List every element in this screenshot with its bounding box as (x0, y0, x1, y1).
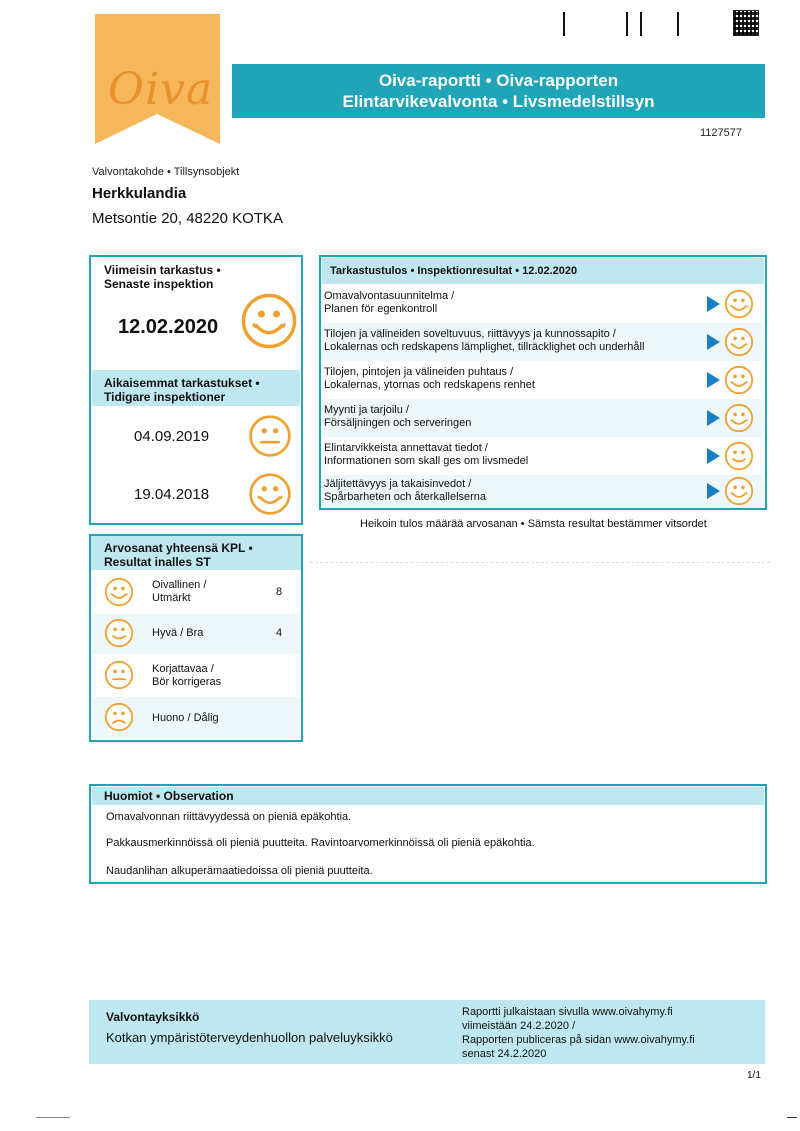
banner-title-line2: Elintarvikevalvonta • Livsmedelstillsyn (342, 92, 655, 111)
grade-row: Hyvä / Bra 4 (92, 614, 300, 654)
registration-mark (677, 12, 679, 36)
qr-code-icon (733, 10, 759, 36)
previous-inspection-date: 04.09.2019 (134, 428, 210, 445)
target-name: Herkkulandia (92, 185, 187, 202)
results-heading: Tarkastustulos • Inspektionresultat • 12.02.2020 (330, 265, 578, 277)
smiley-excellent-icon (724, 403, 754, 437)
observation-line: Naudanlihan alkuperämaatiedoissa oli pieniä puutteita. (106, 865, 373, 877)
smiley-needs-correction-icon (104, 660, 134, 694)
target-address: Metsontie 20, 48220 KOTKA (92, 210, 283, 227)
smiley-poor-icon (104, 702, 134, 736)
play-arrow-icon[interactable] (707, 448, 720, 464)
supervision-unit-label: Valvontayksikkö (106, 1010, 200, 1024)
grade-row: Oivallinen / Utmärkt 8 (92, 573, 300, 613)
result-row: Omavalvontasuunnitelma / Planen för egenkontroll (322, 285, 764, 323)
play-arrow-icon[interactable] (707, 483, 720, 499)
grade-row: Korjattavaa / Bör korrigeras (92, 656, 300, 696)
observation-line: Pakkausmerkinnöissä oli pieniä puutteita. Ravintoarvomerkinnöissä oli pieniä epäkohtia. (106, 837, 535, 849)
result-row: Tilojen ja välineiden soveltuvuus, riittävyys ja kunnossapito / Lokalernas och redskapens lämplighet, tillräcklighet och underhåll (322, 323, 764, 361)
smiley-excellent-icon (724, 327, 754, 361)
observation-line: Omavalvonnan riittävyydessä on pieniä epäkohtia. (106, 811, 352, 823)
grade-totals-heading: Arvosanat yhteensä KPL • Resultat inalles ST (104, 541, 253, 569)
previous-inspection-row (92, 408, 300, 464)
play-arrow-icon[interactable] (707, 372, 720, 388)
page-number: 1/1 (747, 1070, 761, 1081)
registration-mark (640, 12, 642, 36)
result-row: Myynti ja tarjoilu / Försäljningen och serveringen (322, 399, 764, 437)
grade-row: Huono / Dålig (92, 697, 300, 739)
smiley-excellent-icon (724, 476, 754, 510)
play-arrow-icon[interactable] (707, 410, 720, 426)
smiley-excellent-icon (724, 289, 754, 323)
previous-inspections-heading: Aikaisemmat tarkastukset • Tidigare inspektioner (104, 376, 260, 404)
play-arrow-icon[interactable] (707, 296, 720, 312)
logo-text: Oiva (108, 64, 214, 115)
grade-count: 4 (276, 627, 283, 639)
publication-info: Raportti julkaistaan sivulla www.oivahymy.fi viimeistään 24.2.2020 / Rapporten publiceras på sidan www.oivahymy.fi senast 24.2.2020 (462, 1006, 695, 1060)
previous-inspection-date: 19.04.2018 (134, 486, 210, 503)
smiley-excellent-icon (724, 365, 754, 399)
smiley-good-icon (104, 618, 134, 652)
banner-title-line1: Oiva-raportti • Oiva-rapporten (378, 71, 619, 90)
supervision-unit-name: Kotkan ympäristöterveydenhuollon palveluyksikkö (106, 1030, 393, 1045)
latest-inspection-date: 12.02.2020 (118, 316, 219, 338)
smiley-needs-correction-icon (248, 414, 292, 463)
registration-mark (626, 12, 628, 36)
report-title-banner (232, 64, 765, 118)
document-id: 1127577 (700, 127, 743, 139)
grade-count: 8 (276, 586, 283, 598)
smiley-good-icon (724, 441, 754, 475)
smiley-excellent-icon (248, 472, 292, 521)
corner-mark (36, 1117, 70, 1118)
play-arrow-icon[interactable] (707, 334, 720, 350)
target-label: Valvontakohde • Tillsynsobjekt (92, 166, 240, 178)
result-row: Elintarvikkeista annettavat tiedot / Informationen som skall ges om livsmedel (322, 437, 764, 475)
result-row: Tilojen, pintojen ja välineiden puhtaus / Lokalernas, ytornas och redskapens renhet (322, 361, 764, 399)
previous-inspection-row (92, 466, 300, 522)
smiley-excellent-icon (240, 292, 298, 355)
results-note: Heikoin tulos määrää arvosanan • Sämsta resultat bestämmer vitsordet (360, 518, 707, 530)
result-row: Jäljitettävyys ja takaisinvedot / Spårbarheten och återkallelserna (322, 475, 764, 508)
divider (310, 562, 770, 564)
registration-mark (563, 12, 565, 36)
corner-mark (787, 1117, 797, 1118)
smiley-excellent-icon (104, 577, 134, 611)
latest-inspection-heading: Viimeisin tarkastus • Senaste inspektion (104, 263, 221, 291)
observation-heading: Huomiot • Observation (104, 789, 234, 803)
